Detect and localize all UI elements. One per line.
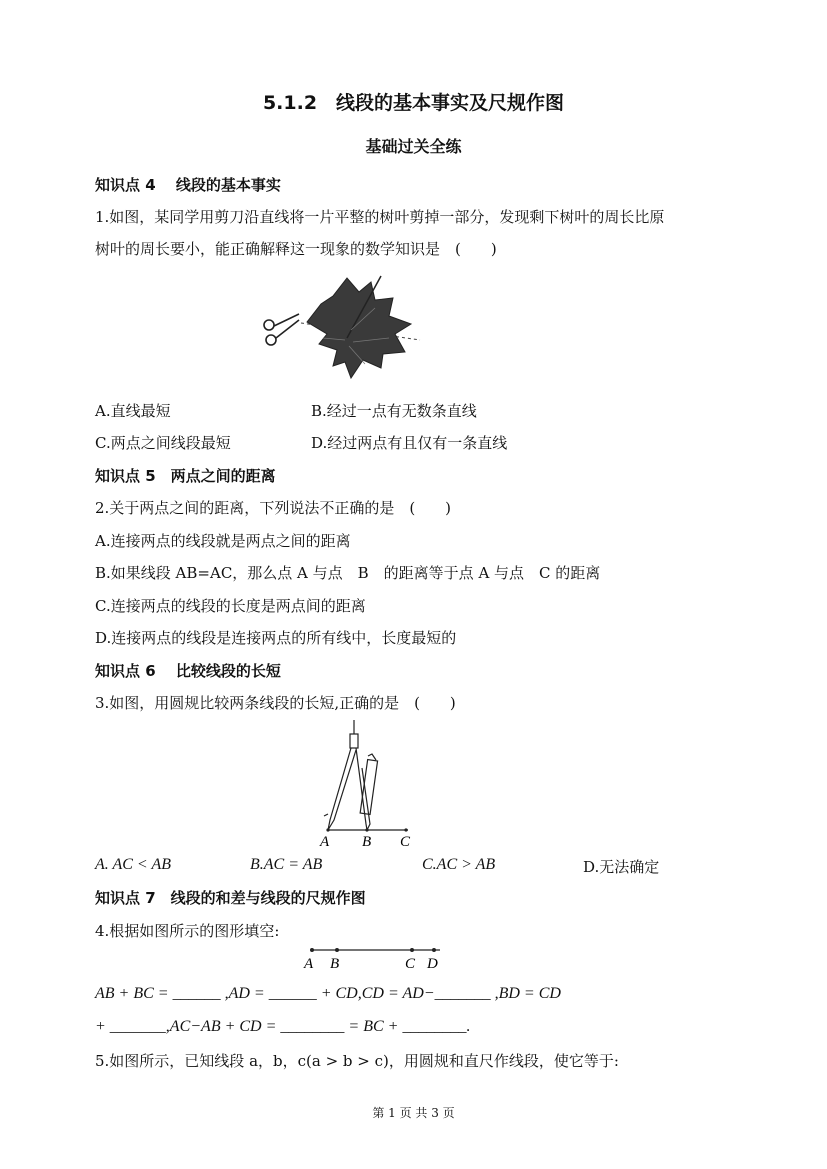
- compass-icon: [324, 720, 378, 830]
- q2-stem: 2.关于两点之间的距离，下列说法不正确的是 ( ): [95, 499, 452, 517]
- q1-stem-line1: 1.如图，某同学用剪刀沿直线将一片平整的树叶剪掉一部分，发现剩下树叶的周长比原: [95, 208, 665, 226]
- q3-fig-label-a: A: [320, 834, 330, 850]
- q5-stem: 5.如图所示，已知线段 a，b，c(a > b > c)，用圆规和直尺作线段，使它等于:: [95, 1052, 619, 1070]
- q2-option-d: D.连接两点的线段是连接两点的所有线中，长度最短的: [95, 629, 457, 647]
- scissors-icon: [264, 314, 299, 345]
- q3-stem: 3.如图，用圆规比较两条线段的长短,正确的是 ( ): [95, 694, 456, 712]
- section-heading-kp4: 知识点 4 线段的基本事实: [95, 176, 281, 194]
- q3-option-a: A. AC < AB: [95, 856, 171, 873]
- page-footer: 第 1 页 共 3 页: [372, 1106, 455, 1120]
- q4-fig-label-d: D: [427, 956, 438, 972]
- q2-option-c: C.连接两点的线段的长度是两点间的距离: [95, 597, 366, 615]
- q3-option-b: B.AC = AB: [250, 856, 323, 873]
- q2-option-a: A.连接两点的线段就是两点之间的距离: [95, 532, 351, 550]
- q4-fill-line1: AB + BC = ______ ,AD = ______ + CD,CD = AD−_______ ,BD = CD: [95, 985, 561, 1002]
- section-heading-kp7: 知识点 7 线段的和差与线段的尺规作图: [95, 889, 366, 907]
- q1-option-d: D.经过两点有且仅有一条直线: [311, 434, 508, 452]
- q4-fill-line2: + _______,AC−AB + CD = ________ = BC + ________.: [95, 1018, 471, 1035]
- q1-option-a: A.直线最短: [95, 402, 171, 420]
- page-subtitle: 基础过关全练: [365, 137, 462, 156]
- q3-fig-label-b: B: [362, 834, 372, 850]
- q1-option-c: C.两点之间线段最短: [95, 434, 231, 452]
- q3-option-c: C.AC > AB: [422, 856, 496, 873]
- q4-fig-label-c: C: [405, 956, 416, 972]
- leaf-scissors-figure: [255, 268, 435, 380]
- segment-figure: [300, 942, 450, 972]
- q4-stem: 4.根据如图所示的图形填空:: [95, 922, 280, 940]
- q1-stem-line2: 树叶的周长要小，能正确解释这一现象的数学知识是 ( ): [95, 240, 497, 258]
- q3-option-d: D.无法确定: [583, 858, 660, 876]
- section-heading-kp6: 知识点 6 比较线段的长短: [95, 662, 281, 680]
- q1-option-b: B.经过一点有无数条直线: [311, 402, 477, 420]
- q2-option-b: B.如果线段 AB=AC，那么点 A 与点 B 的距离等于点 A 与点 C 的距离: [95, 564, 601, 582]
- section-heading-kp5: 知识点 5 两点之间的距离: [95, 467, 276, 485]
- q3-fig-label-c: C: [400, 834, 411, 850]
- compass-figure: [316, 716, 416, 851]
- q4-fig-label-a: A: [304, 956, 314, 972]
- page-title: 5.1.2 线段的基本事实及尺规作图: [262, 92, 565, 114]
- q4-fig-label-b: B: [330, 956, 340, 972]
- leaf-shape: [307, 278, 411, 378]
